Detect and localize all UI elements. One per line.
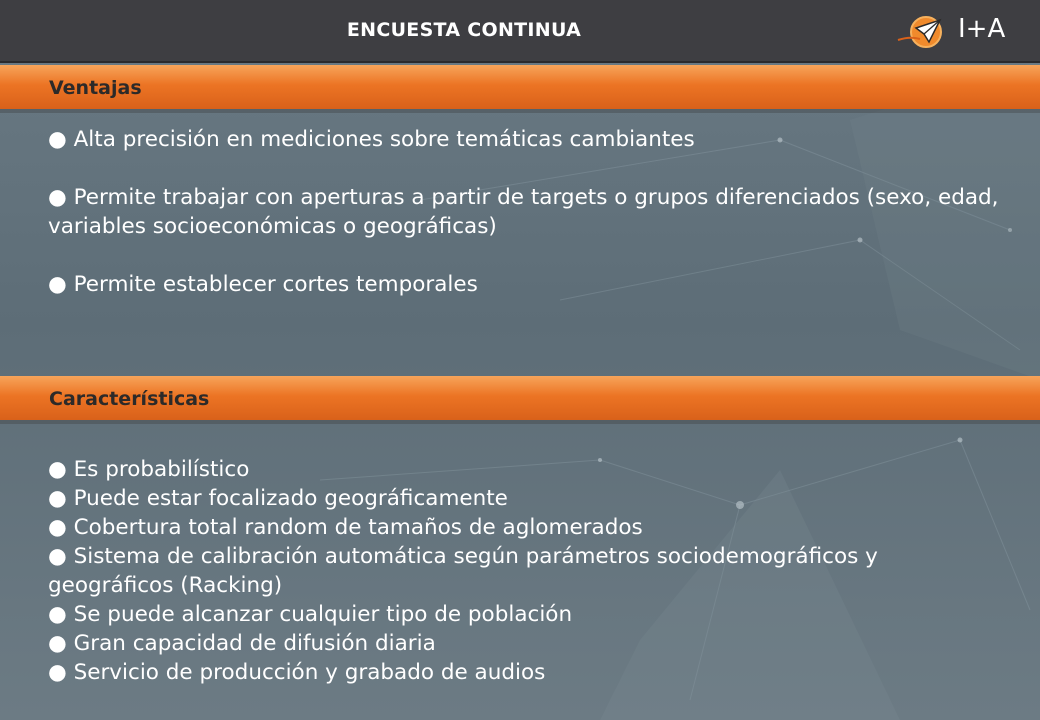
section-header-caracteristicas (0, 376, 1040, 420)
list-item: ● Cobertura total random de tamaños de aglomerados (48, 515, 643, 540)
list-item: ● Puede estar focalizado geográficamente (48, 486, 508, 511)
list-item: ● Se puede alcanzar cualquier tipo de población (48, 602, 573, 627)
ventajas-content (48, 125, 1008, 299)
page-title: ENCUESTA CONTINUA (346, 19, 582, 41)
list-item: ● Es probabilístico (48, 457, 250, 482)
header-bar (0, 0, 1040, 63)
section-title: Ventajas (49, 77, 142, 99)
brand-logo (896, 10, 1016, 52)
section-title: Características (49, 388, 210, 410)
paper-plane-sun-icon (896, 12, 946, 50)
section-header-ventajas (0, 65, 1040, 109)
list-item: ● Gran capacidad de difusión diaria (48, 631, 436, 656)
logo-text: I+A (958, 14, 1006, 44)
list-item: ● Permite trabajar con aperturas a partir de targets o grupos diferenciados (sexo, edad, variables socioeconómicas o geográficas) (48, 185, 999, 239)
list-item: ● Servicio de producción y grabado de audios (48, 660, 546, 685)
caracteristicas-content (48, 455, 1008, 687)
list-item: ● Alta precisión en mediciones sobre temáticas cambiantes (48, 127, 695, 152)
list-item: ● Permite establecer cortes temporales (48, 272, 478, 297)
list-item: ● Sistema de calibración automática según parámetros sociodemográficos y geográficos (Racking) (48, 544, 878, 598)
